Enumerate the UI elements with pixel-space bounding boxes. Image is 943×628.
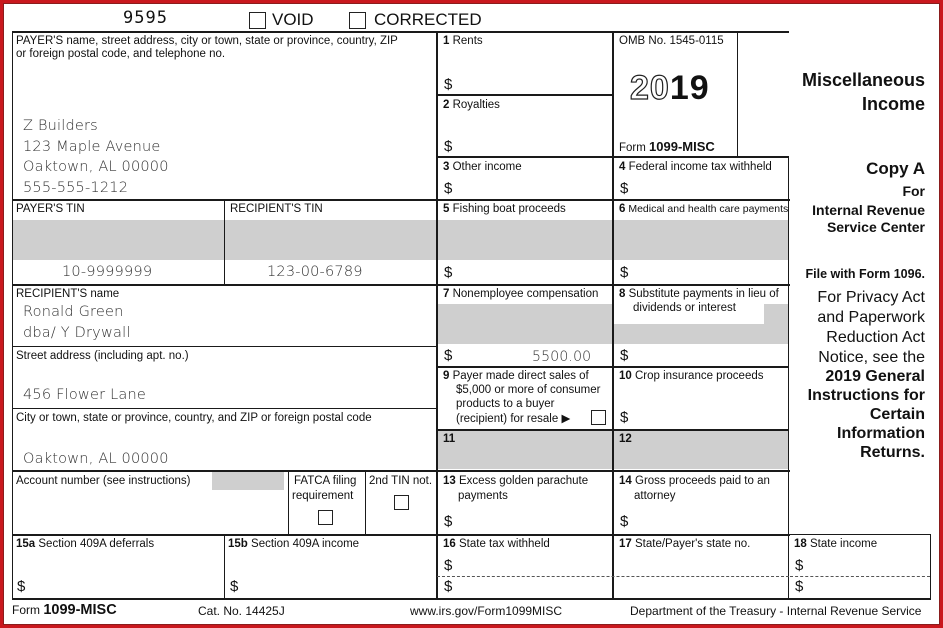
second-tin-checkbox[interactable] <box>394 495 409 510</box>
box18-dollar-2: $ <box>795 578 804 595</box>
footer-cat: Cat. No. 14425J <box>198 604 285 618</box>
recipient-tin[interactable]: 123-00-6789 <box>267 264 363 280</box>
instr-2: Instructions for <box>807 387 925 404</box>
box14-label-1: 14 Gross proceeds paid to an <box>619 475 770 487</box>
box5-label: 5 Fishing boat proceeds <box>443 203 566 215</box>
privacy-3: Reduction Act <box>826 329 925 346</box>
box11-label: 11 <box>443 433 456 445</box>
tax-year: 2019 <box>630 69 710 107</box>
box2-dollar: $ <box>444 138 453 155</box>
box7-label: 7 Nonemployee compensation <box>443 288 599 300</box>
box7-shade <box>437 304 613 344</box>
privacy-1: For Privacy Act <box>817 289 925 306</box>
payer-phone[interactable]: 555-555-1212 <box>23 180 129 196</box>
fatca-label-2: requirement <box>292 490 354 502</box>
box3-label: 3 Other income <box>443 161 522 173</box>
form-1099-misc <box>3 3 940 625</box>
side-title-2: Income <box>861 94 925 114</box>
box10-label: 10 Crop insurance proceeds <box>619 370 764 382</box>
box8-shade <box>614 324 788 344</box>
footer-form: Form 1099-MISC <box>12 602 117 618</box>
payer-label-2: or foreign postal code, and telephone no. <box>16 48 226 60</box>
form-code: 9595 <box>123 8 168 28</box>
box9-label-4: (recipient) for resale ▶ <box>456 413 571 425</box>
void-checkbox[interactable] <box>249 12 266 29</box>
box13-label-1: 13 Excess golden parachute <box>443 475 589 487</box>
box3-dollar: $ <box>444 180 453 197</box>
copy-for: For <box>902 183 925 199</box>
box6-label: 6 Medical and health care payments <box>619 203 789 215</box>
fatca-checkbox[interactable] <box>318 510 333 525</box>
box16-label: 16 State tax withheld <box>443 538 550 550</box>
recipient-city[interactable]: Oaktown, AL 00000 <box>23 451 169 467</box>
box7-dollar: $ <box>444 347 453 364</box>
irs-2: Service Center <box>826 219 925 235</box>
fatca-label-1: FATCA filing <box>294 475 357 487</box>
box1-label: 1 Rents <box>443 35 483 47</box>
box12-label: 12 <box>619 433 632 445</box>
box8-dollar: $ <box>620 347 629 364</box>
payer-label: PAYER'S name, street address, city or town, state or province, country, ZIP <box>16 35 398 47</box>
box7-value[interactable]: 5500.00 <box>532 349 592 365</box>
box4-dollar: $ <box>620 180 629 197</box>
box2-label: 2 Royalties <box>443 99 500 111</box>
recipient-tin-label: RECIPIENT'S TIN <box>230 203 323 215</box>
instr-5: Returns. <box>860 444 925 461</box>
box5-dollar: $ <box>444 264 453 281</box>
box14-dollar: $ <box>620 513 629 530</box>
box1-dollar: $ <box>444 76 453 93</box>
box4-label: 4 Federal income tax withheld <box>619 161 772 173</box>
corrected-checkbox[interactable] <box>349 12 366 29</box>
box14-label-2: attorney <box>634 490 676 502</box>
copy-a: Copy A <box>866 159 925 178</box>
second-tin-label: 2nd TIN not. <box>369 475 433 487</box>
box13-label-2: payments <box>458 490 508 502</box>
box6-dollar: $ <box>620 264 629 281</box>
recipient-street[interactable]: 456 Flower Lane <box>23 387 146 403</box>
recipient-name[interactable]: Ronald Green <box>23 304 124 320</box>
box11-shade <box>437 429 613 469</box>
void-label: VOID <box>272 10 314 29</box>
box9-label-1: 9 Payer made direct sales of <box>443 370 589 382</box>
tin-shade <box>12 220 438 260</box>
footer-url[interactable]: www.irs.gov/Form1099MISC <box>410 604 563 618</box>
box10-dollar: $ <box>620 409 629 426</box>
privacy-2: and Paperwork <box>817 309 925 326</box>
payer-city[interactable]: Oaktown, AL 00000 <box>23 159 169 175</box>
payer-tin[interactable]: 10-9999999 <box>62 264 153 280</box>
recipient-name-label: RECIPIENT'S name <box>16 288 120 300</box>
box16-dollar-2: $ <box>444 578 453 595</box>
box13-dollar: $ <box>444 513 453 530</box>
box8-shade-tab <box>764 304 788 324</box>
instr-1: 2019 General <box>825 368 925 385</box>
irs-1: Internal Revenue <box>812 202 925 218</box>
recipient-street-label: Street address (including apt. no.) <box>16 350 189 362</box>
box8-label-1: 8 Substitute payments in lieu of <box>619 288 779 300</box>
omb-form-name: Form 1099-MISC <box>619 139 715 154</box>
footer-dept: Department of the Treasury - Internal Revenue Service <box>630 604 922 618</box>
box8-label-2: dividends or interest <box>633 302 736 314</box>
account-shade <box>212 472 284 490</box>
instr-3: Certain <box>869 406 925 423</box>
box12-shade <box>614 429 788 469</box>
payer-name[interactable]: Z Builders <box>23 118 98 134</box>
box18-dollar-1: $ <box>795 557 804 574</box>
box15a-label: 15a Section 409A deferrals <box>16 538 155 550</box>
account-label: Account number (see instructions) <box>16 475 191 487</box>
box15b-label: 15b Section 409A income <box>228 538 360 550</box>
privacy-4: Notice, see the <box>818 349 925 366</box>
box15b-dollar: $ <box>230 578 239 595</box>
recipient-dba[interactable]: dba/ Y Drywall <box>23 325 131 341</box>
payer-tin-label: PAYER'S TIN <box>16 203 85 215</box>
box9-label-2: $5,000 or more of consumer <box>456 384 601 396</box>
file-with: File with Form 1096. <box>805 267 925 281</box>
box16-dollar-1: $ <box>444 557 453 574</box>
instr-4: Information <box>837 425 925 442</box>
box9-checkbox[interactable] <box>591 410 606 425</box>
side-title-1: Miscellaneous <box>801 70 925 90</box>
corrected-label: CORRECTED <box>374 10 482 29</box>
box18-label: 18 State income <box>794 538 878 550</box>
box17-label: 17 State/Payer's state no. <box>619 538 751 550</box>
recipient-city-label: City or town, state or province, country, and ZIP or foreign postal code <box>16 412 372 424</box>
omb-label: OMB No. 1545-0115 <box>619 35 724 47</box>
box15a-dollar: $ <box>17 578 26 595</box>
box9-label-3: products to a buyer <box>456 398 555 410</box>
payer-street[interactable]: 123 Maple Avenue <box>23 139 161 155</box>
